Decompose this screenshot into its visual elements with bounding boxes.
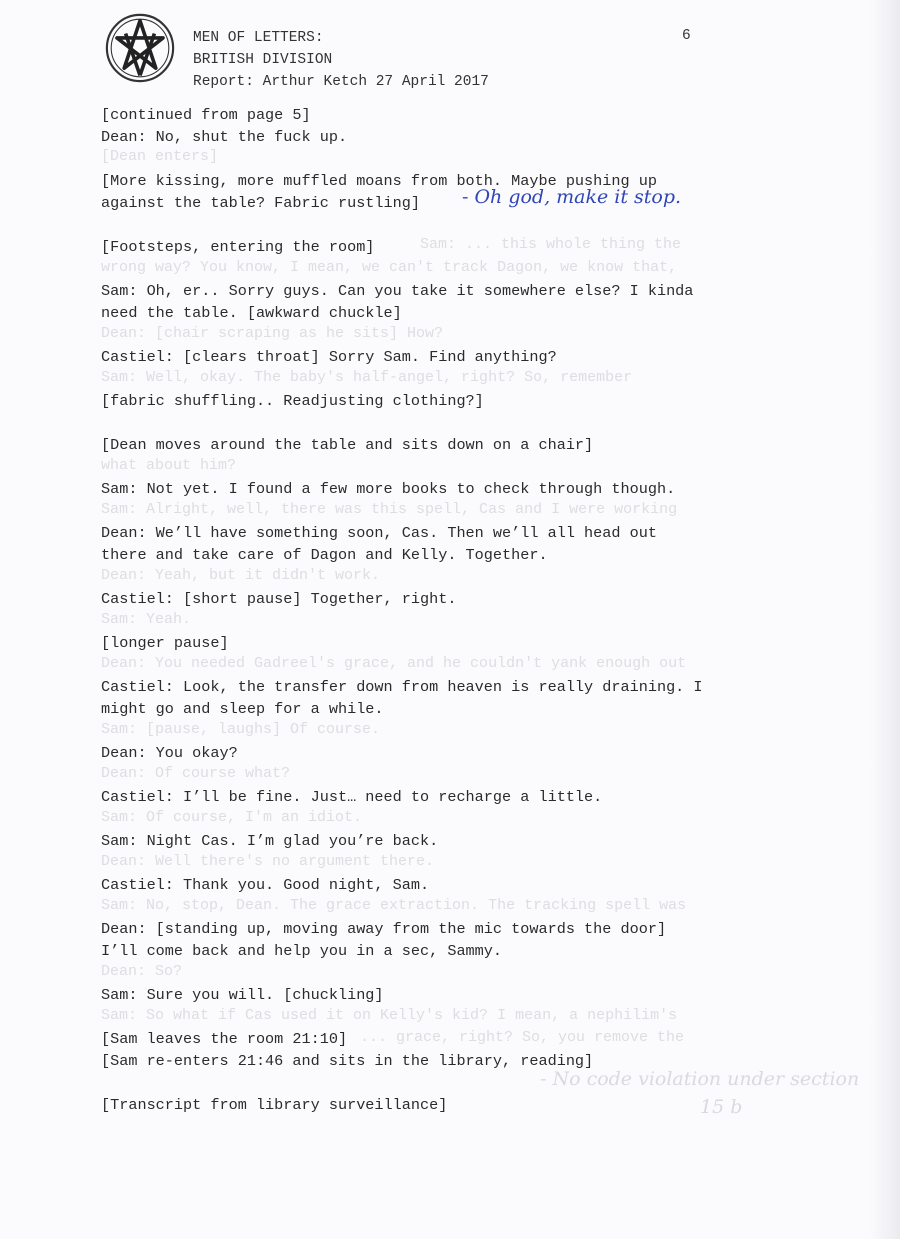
bleed-line: Dean: So? [101,963,183,980]
transcript-line: against the table? Fabric rustling] [101,194,420,212]
transcript-line: [Dean moves around the table and sits down on a chair] [101,436,594,454]
handwritten-annotation: - Oh god, make it stop. [462,186,682,208]
scan-edge-shadow [870,0,900,1239]
bleed-line: Sam: ... this whole thing the [420,236,682,253]
transcript-line: [Transcript from library surveillance] [101,1096,448,1114]
bleed-line: wrong way? You know, I mean, we can't track Dagon, we know that, [101,259,678,276]
bleed-handwriting: 15 b [700,1096,743,1118]
transcript-line: [Sam leaves the room 21:10] [101,1030,348,1048]
transcript-line: Castiel: [short pause] Together, right. [101,590,457,608]
transcript-line: Castiel: [clears throat] Sorry Sam. Find anything? [101,348,557,366]
transcript-line: [longer pause] [101,634,229,652]
transcript-line: Castiel: Thank you. Good night, Sam. [101,876,430,894]
transcript-line: might go and sleep for a while. [101,700,384,718]
transcript-line: Dean: We’ll have something soon, Cas. Then we’ll all head out [101,524,657,542]
bleed-line: Dean: Of course what? [101,765,291,782]
page-number: 6 [682,28,691,44]
bleed-line: Sam: Well, okay. The baby's half-angel, right? So, remember [101,369,633,386]
transcript-line: I’ll come back and help you in a sec, Sammy. [101,942,503,960]
transcript-line: Dean: [standing up, moving away from the mic towards the door] [101,920,667,938]
bleed-handwriting: - No code violation under section [540,1068,860,1090]
bleed-line: ... grace, right? So, you remove the [360,1029,685,1046]
transcript-line: [continued from page 5] [101,106,311,124]
transcript-line: Castiel: I’ll be fine. Just… need to recharge a little. [101,788,603,806]
bleed-line: Sam: Of course, I'm an idiot. [101,809,363,826]
unicursal-hexagram-icon [104,12,176,84]
transcript-line: Sam: Sure you will. [chuckling] [101,986,384,1004]
bleed-line: what about him? [101,457,237,474]
transcript-line: Sam: Oh, er.. Sorry guys. Can you take it somewhere else? I kinda [101,282,694,300]
bleed-line: Dean: [chair scraping as he sits] How? [101,325,444,342]
transcript-line: [Sam re-enters 21:46 and sits in the library, reading] [101,1052,594,1070]
bleed-line: [Dean enters] [101,148,219,165]
bleed-line: Sam: Alright, well, there was this spell, Cas and I were working [101,501,678,518]
bleed-line: Sam: [pause, laughs] Of course. [101,721,381,738]
bleed-line: Dean: Well there's no argument there. [101,853,435,870]
transcript-line: Dean: You okay? [101,744,238,762]
transcript-line: [Footsteps, entering the room] [101,238,375,256]
report-line: Report: Arthur Ketch 27 April 2017 [193,74,489,90]
transcript-line: [fabric shuffling.. Readjusting clothing?] [101,392,484,410]
org-name-line2: BRITISH DIVISION [193,52,333,68]
org-name-line1: MEN OF LETTERS: [193,30,324,46]
transcript-line: [More kissing, more muffled moans from both. Maybe pushing up [101,172,657,190]
bleed-line: Sam: Yeah. [101,611,192,628]
transcript-line: Sam: Not yet. I found a few more books to check through though. [101,480,676,498]
bleed-line: Dean: You needed Gadreel's grace, and he couldn't yank enough out [101,655,687,672]
transcript-line: need the table. [awkward chuckle] [101,304,402,322]
bleed-line: Dean: Yeah, but it didn't work. [101,567,381,584]
transcript-line: there and take care of Dagon and Kelly. Together. [101,546,548,564]
bleed-line: Sam: No, stop, Dean. The grace extraction. The tracking spell was [101,897,687,914]
transcript-line: Dean: No, shut the fuck up. [101,128,348,146]
transcript-line: Castiel: Look, the transfer down from heaven is really draining. I [101,678,703,696]
transcript-line: Sam: Night Cas. I’m glad you’re back. [101,832,439,850]
bleed-line: Sam: So what if Cas used it on Kelly's kid? I mean, a nephilim's [101,1007,678,1024]
